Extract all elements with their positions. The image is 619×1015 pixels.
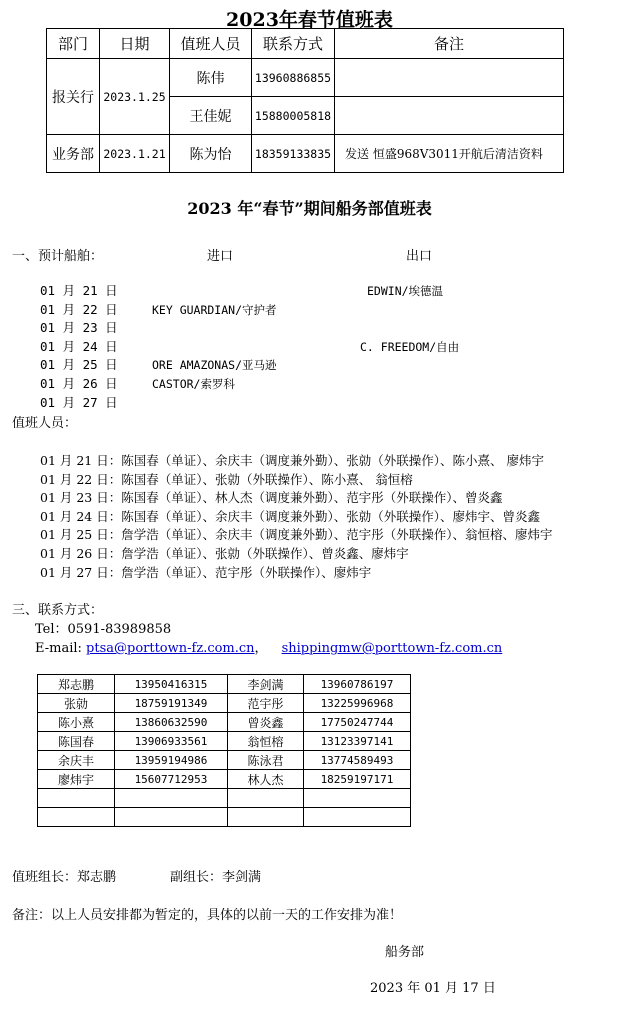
header-dept: 部门 — [47, 29, 100, 59]
staff-date: 01 月 26 日： — [40, 546, 122, 561]
note-cell: 发送 恒盛968V3011开航后清洁资料 — [335, 135, 564, 173]
name-cell: 李剑满 — [228, 675, 304, 694]
vessels-heading: 一、预计船舶： — [12, 249, 104, 264]
name-cell: 范宇彤 — [228, 694, 304, 713]
name-cell: 陈国春 — [38, 732, 115, 751]
vessel-row — [0, 356, 619, 374]
phone-cell — [115, 789, 228, 808]
staff-people: 陈国春（单证）、余庆丰（调度兼外勤）、张勍（外联操作）、廖炜宇、曾炎鑫 — [121, 508, 540, 524]
vessel-row — [0, 301, 619, 319]
dept-cell: 报关行 — [47, 59, 100, 135]
staff-row — [40, 488, 503, 506]
duty-table-header — [47, 29, 564, 59]
inbound-label: 进口 — [207, 249, 234, 264]
staff-people: 詹学浩（单证）、张勍（外联操作）、曾炎鑫、廖炜宇 — [121, 546, 409, 561]
phone-cell: 13860632590 — [115, 713, 228, 732]
staff-date: 01 月 21 日： — [40, 453, 122, 468]
vessel-row — [0, 394, 619, 412]
vessel-date: 01 月 24 日 — [40, 338, 118, 354]
signature-dept: 船务部 — [385, 945, 425, 960]
phone-cell: 17750247744 — [304, 713, 411, 732]
staff-people: 詹学浩（单证）、范宇彤（外联操作）、廖炜宇 — [121, 564, 372, 580]
name-cell: 余庆丰 — [38, 751, 115, 770]
phone-cell: 18759191349 — [115, 694, 228, 713]
section-title: 2023 年“春节”期间船务部值班表 — [187, 199, 432, 218]
table-row — [47, 59, 564, 97]
vessel-date: 01 月 26 日 — [40, 376, 118, 391]
email-label: E-mail: — [35, 641, 87, 656]
note-cell — [335, 97, 564, 135]
staff-row — [40, 507, 540, 525]
staff-date: 01 月 22 日： — [40, 471, 122, 487]
staff-heading: 值班人员： — [12, 416, 78, 431]
name-cell: 陈泳君 — [228, 751, 304, 770]
phone-cell: 13123397141 — [304, 732, 411, 751]
table-row — [47, 135, 564, 173]
staff-people: 詹学浩（单证）、余庆丰（调度兼外勤）、范宇彤（外联操作）、翁恒榕、廖炜宇 — [121, 527, 553, 543]
phone-cell: 15880005818 — [252, 97, 335, 135]
deputy-leader-text: 副组长：李剑满 — [170, 870, 262, 885]
phone-cell: 13225996968 — [304, 694, 411, 713]
phone-cell: 15607712953 — [115, 770, 228, 789]
staff-date: 01 月 24 日： — [40, 508, 122, 524]
phone-cell — [115, 808, 228, 827]
email-separator: ， — [254, 641, 268, 656]
name-cell — [38, 808, 115, 827]
date-cell: 2023.1.25 — [100, 59, 170, 135]
phone-cell: 18259197171 — [304, 770, 411, 789]
table-row — [38, 713, 411, 732]
phone-cell: 13959194986 — [115, 751, 228, 770]
inbound-vessel: KEY GUARDIAN/守护者 — [152, 302, 277, 317]
table-row — [38, 808, 411, 827]
staff-row — [40, 470, 413, 488]
header-date: 日期 — [100, 29, 170, 59]
name-cell: 曾炎鑫 — [228, 713, 304, 732]
tel-number: 0591-83989858 — [67, 622, 172, 637]
staff-people: 陈国春（单证）、张勍（外联操作）、陈小熹、 翁恒榕 — [121, 471, 413, 487]
vessel-date: 01 月 22 日 — [40, 301, 118, 317]
note-text: 备注：以上人员安排都为暂定的，具体的以前一天的工作安排为准！ — [12, 908, 403, 923]
inbound-vessel: CASTOR/索罗科 — [152, 377, 235, 391]
header-note: 备注 — [335, 29, 564, 59]
phone-cell — [304, 808, 411, 827]
vessel-date: 01 月 27 日 — [40, 394, 118, 410]
staff-row — [40, 525, 553, 543]
staff-people: 陈国春（单证）、余庆丰（调度兼外勤）、张勍（外联操作）、陈小熹、 廖炜宇 — [121, 453, 544, 468]
name-cell: 张勍 — [38, 694, 115, 713]
table-row — [38, 732, 411, 751]
vessel-row — [0, 319, 619, 337]
person-cell: 陈伟 — [170, 59, 252, 97]
table-row — [38, 770, 411, 789]
email-link-ptsa[interactable]: ptsa@porttown-fz.com.cn — [86, 641, 255, 656]
vessel-date: 01 月 23 日 — [40, 320, 118, 336]
table-row — [38, 751, 411, 770]
outbound-label: 出口 — [406, 249, 433, 264]
dept-cell: 业务部 — [47, 135, 100, 173]
staff-row — [40, 563, 371, 581]
name-cell — [228, 808, 304, 827]
staff-row — [40, 544, 409, 562]
phone-table — [37, 674, 411, 827]
person-cell: 王佳妮 — [170, 97, 252, 135]
name-cell: 郑志鹏 — [38, 675, 115, 694]
vessel-row — [0, 282, 619, 300]
tel-line — [35, 618, 171, 637]
name-cell — [38, 789, 115, 808]
note-cell — [335, 59, 564, 97]
phone-cell: 13960786197 — [304, 675, 411, 694]
person-cell: 陈为怡 — [170, 135, 252, 173]
email-link-shipping[interactable]: shippingmw@porttown-fz.com.cn — [281, 641, 503, 656]
staff-date: 01 月 25 日： — [40, 527, 122, 543]
outbound-vessel: EDWIN/埃德温 — [367, 284, 444, 298]
staff-date: 01 月 27 日： — [40, 564, 122, 580]
vessel-row — [0, 375, 619, 393]
table-row — [38, 675, 411, 694]
header-contact: 联系方式 — [252, 29, 335, 59]
staff-people: 陈国春（单证）、林人杰（调度兼外勤）、范宇彤（外联操作）、曾炎鑫 — [121, 490, 503, 506]
phone-cell: 18359133835 — [252, 135, 335, 173]
name-cell: 翁恒榕 — [228, 732, 304, 751]
vessel-date: 01 月 21 日 — [40, 283, 118, 298]
vessel-row — [0, 338, 619, 356]
table-row — [38, 789, 411, 808]
signature-date: 2023 年 01 月 17 日 — [370, 981, 496, 996]
phone-cell: 13906933561 — [115, 732, 228, 751]
outbound-vessel: C. FREEDOM/自由 — [360, 339, 460, 354]
staff-row — [40, 451, 544, 469]
leader-text: 值班组长：郑志鹏 — [12, 870, 117, 885]
name-cell — [228, 789, 304, 808]
table-row — [38, 694, 411, 713]
phone-cell — [304, 789, 411, 808]
name-cell: 林人杰 — [228, 770, 304, 789]
name-cell: 廖炜宇 — [38, 770, 115, 789]
header-person: 值班人员 — [170, 29, 252, 59]
page-title: 2023年春节值班表 — [226, 9, 393, 31]
date-cell: 2023.1.21 — [100, 135, 170, 173]
email-line — [35, 637, 502, 656]
tel-label: Tel： — [35, 622, 68, 637]
contact-heading: 三、联系方式： — [12, 603, 104, 618]
inbound-vessel: ORE AMAZONAS/亚马逊 — [152, 358, 277, 373]
phone-cell: 13774589493 — [304, 751, 411, 770]
vessel-date: 01 月 25 日 — [40, 357, 118, 373]
staff-date: 01 月 23 日： — [40, 490, 122, 506]
phone-cell: 13950416315 — [115, 675, 228, 694]
name-cell: 陈小熹 — [38, 713, 115, 732]
duty-table — [46, 28, 564, 173]
phone-cell: 13960886855 — [252, 59, 335, 97]
